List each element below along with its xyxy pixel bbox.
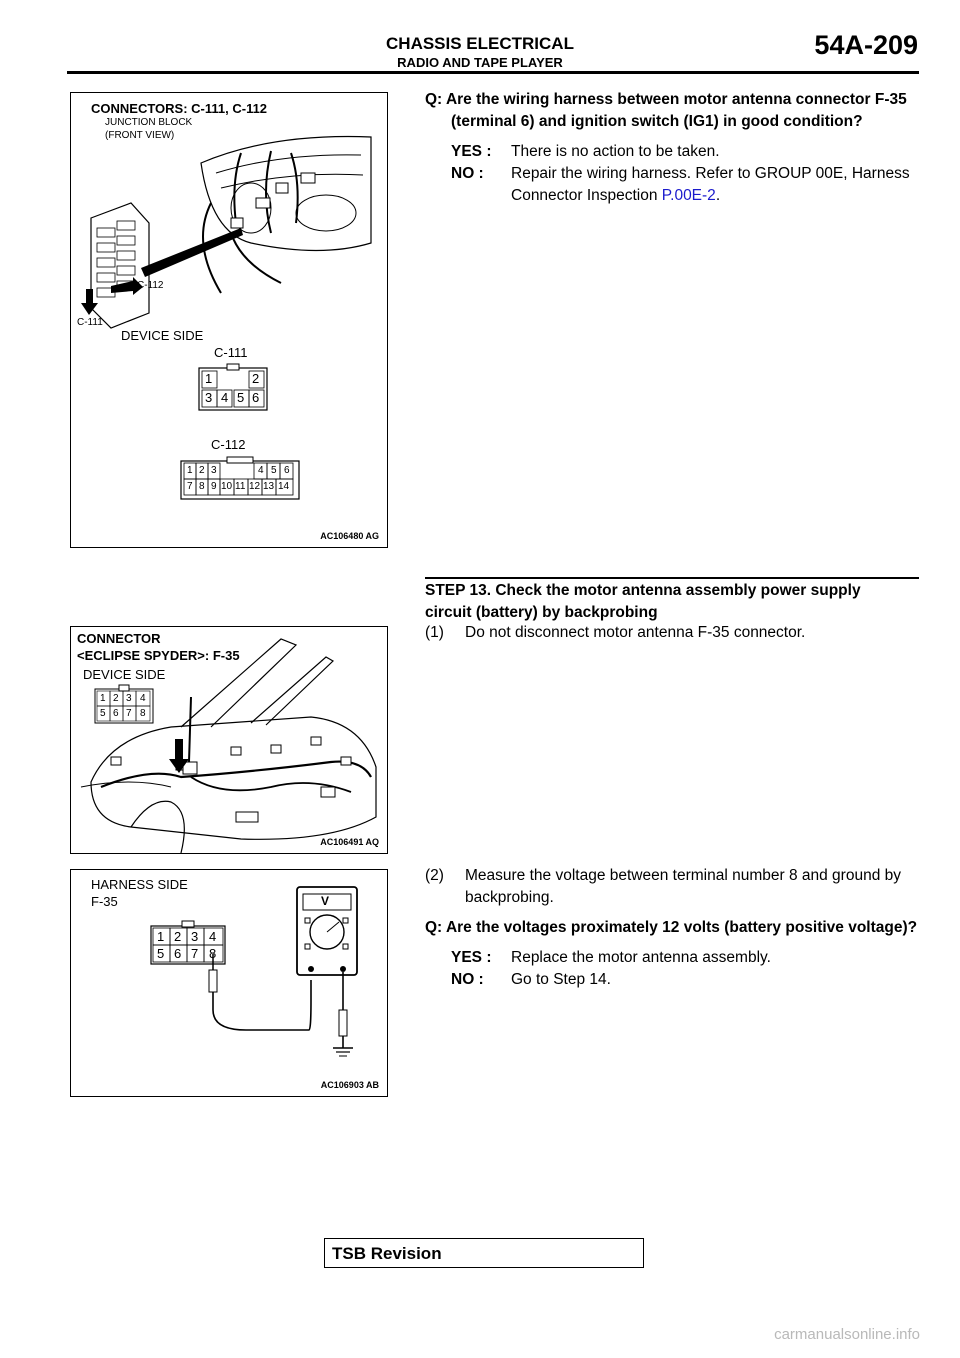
no-key-2: NO :	[451, 971, 484, 988]
section-subtitle: RADIO AND TAPE PLAYER	[397, 55, 563, 70]
c112-pin: 14	[278, 481, 290, 492]
item1-text: Do not disconnect motor antenna F-35 connector.	[465, 624, 806, 641]
f35-pin: 4	[140, 693, 146, 704]
section-title: CHASSIS ELECTRICAL	[386, 34, 574, 53]
callout-c112: C-112	[137, 280, 164, 291]
dashboard-illustration	[71, 93, 387, 547]
harness-side-label: HARNESS SIDE	[91, 877, 188, 892]
step13-item1	[425, 622, 919, 644]
figure2-title-2: <ECLIPSE SPYDER>: F-35	[77, 648, 240, 663]
figure3-code: AC106903 AB	[320, 1080, 379, 1090]
c111-pin: 5	[237, 390, 245, 405]
answer-yes-2	[451, 947, 919, 969]
connector-c112-label: C-112	[211, 437, 246, 452]
connector-c111-label: C-111	[214, 345, 248, 360]
item2-text: Measure the voltage between terminal number 8 and ground by backprobing.	[465, 867, 901, 906]
item2-number: (2)	[425, 867, 444, 884]
harness-pin: 6	[174, 946, 182, 961]
step13-item2	[425, 865, 919, 909]
figure2-code: AC106491 AQ	[320, 837, 379, 847]
f35-pin: 3	[126, 693, 132, 704]
page-number: 54A-209	[814, 30, 918, 60]
c112-pin: 3	[211, 465, 217, 476]
c111-pin: 2	[252, 371, 260, 386]
no-key: NO :	[451, 165, 484, 182]
c111-pin: 1	[205, 371, 213, 386]
figure1-code: AC106480 AG	[320, 531, 379, 541]
figure2-title-1: CONNECTOR	[77, 631, 161, 646]
harness-pin: 8	[209, 946, 217, 961]
f35-pin: 2	[113, 693, 119, 704]
harness-pin: 4	[209, 929, 217, 944]
question-1: Q: Are the wiring harness between motor antenna connector F-35 (terminal 6) and ignition switch (IG1) in good condition?	[425, 91, 907, 130]
harness-pin: 2	[174, 929, 182, 944]
answer-no-1	[451, 163, 919, 207]
yes-key: YES :	[451, 143, 492, 160]
junction-label-1: JUNCTION BLOCK	[105, 117, 193, 128]
answer-yes-1	[451, 141, 919, 163]
step13-heading: STEP 13. Check the motor antenna assembly power supply circuit (battery) by backprobing	[425, 582, 861, 621]
f35-pin: 6	[113, 708, 119, 719]
c112-pin: 12	[249, 481, 261, 492]
f35-pin: 1	[100, 693, 106, 704]
answer-no-2	[451, 969, 919, 991]
figure-connectors-c111-c112	[70, 92, 388, 548]
c112-pin: 6	[284, 465, 290, 476]
c112-pin: 11	[235, 481, 246, 492]
c111-pin: 3	[205, 390, 213, 405]
c112-pin: 1	[187, 465, 193, 476]
c112-pin: 13	[263, 481, 275, 492]
yes-text: There is no action to be taken.	[511, 143, 720, 160]
c112-pin: 7	[187, 481, 193, 492]
f35-pin: 8	[140, 708, 146, 719]
figure1-title: CONNECTORS: C-111, C-112	[91, 101, 268, 116]
c112-pin: 5	[271, 465, 277, 476]
no-text-end: .	[715, 187, 721, 204]
c112-pin: 10	[221, 481, 233, 492]
callout-c111: C-111	[77, 317, 103, 328]
harness-pin: 1	[157, 929, 165, 944]
watermark: carmanualsonline.info	[774, 1326, 920, 1343]
harness-pin: 3	[191, 929, 199, 944]
yes-text-2: Replace the motor antenna assembly.	[511, 949, 771, 966]
block2	[425, 865, 919, 991]
figure-voltage-measure	[70, 869, 388, 1097]
figure-connector-f35	[70, 626, 388, 854]
c112-pin: 4	[258, 465, 264, 476]
junction-label-2: (FRONT VIEW)	[105, 130, 175, 141]
connector-f35-label: F-35	[91, 894, 118, 909]
no-text: Repair the wiring harness. Refer to GROUP 00E, Harness Connector Inspection	[511, 165, 910, 204]
question-2: Q: Are the voltages proximately 12 volts (battery positive voltage)?	[425, 919, 918, 936]
voltmeter-illustration	[71, 870, 387, 1096]
c111-pin: 4	[221, 390, 229, 405]
c112-pin: 9	[211, 481, 217, 492]
step-rule	[425, 577, 919, 579]
device-side-label-2: DEVICE SIDE	[83, 667, 166, 682]
block1	[425, 89, 919, 207]
f35-pin: 5	[100, 708, 106, 719]
harness-pin: 7	[191, 946, 199, 961]
no-text-2: Go to Step 14.	[511, 971, 611, 988]
header-rule	[67, 71, 919, 74]
c111-pin: 6	[252, 390, 260, 405]
device-side-label: DEVICE SIDE	[121, 328, 204, 343]
harness-pin: 5	[157, 946, 165, 961]
c112-pin: 8	[199, 481, 205, 492]
yes-key-2: YES :	[451, 949, 492, 966]
group-00e-link[interactable]: P.00E-2	[661, 187, 716, 204]
c112-pin: 2	[199, 465, 205, 476]
f35-pin: 7	[126, 708, 132, 719]
tsb-revision-box: TSB Revision	[324, 1238, 644, 1268]
item1-number: (1)	[425, 624, 444, 641]
voltmeter-icon: V	[321, 894, 330, 908]
